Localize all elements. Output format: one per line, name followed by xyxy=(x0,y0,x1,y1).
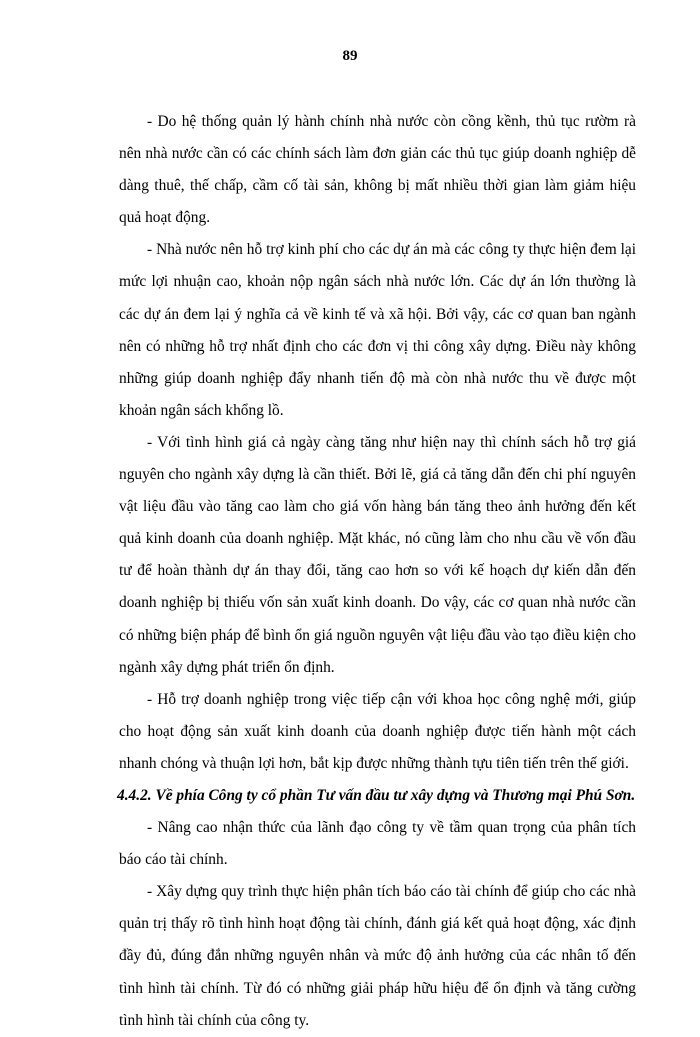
document-body xyxy=(119,106,636,1037)
page-number: 89 xyxy=(342,48,358,64)
paragraph-technology-support: - Hỗ trợ doanh nghiệp trong việc tiếp cận với khoa học công nghệ mới, giúp cho hoạt động sản xuất kinh doanh của doanh nghiệp được tiến hành một cách nhanh chóng và thuận lợi hơn, bắt kịp được những thành tựu tiên tiến trên thế giới. xyxy=(119,690,636,772)
paragraph-analysis-process: - Xây dựng quy trình thực hiện phân tích báo cáo tài chính để giúp cho các nhà quản trị thấy rõ tình hình hoạt động tài chính, đánh giá kết quả hoạt động, xác định đầy đủ, đúng đắn những nguyên nhân và mức độ ảnh hưởng của các nhân tố đến tình hình tài chính. Từ đó có những giải pháp hữu hiệu để ổn định và tăng cường tình hình tài chính của công ty. xyxy=(119,883,636,1029)
section-heading: 4.4.2. Về phía Công ty cổ phần Tư vấn đầu tư xây dựng và Thương mại Phú Sơn. xyxy=(117,786,636,804)
paragraph-admin-procedures: - Do hệ thống quản lý hành chính nhà nước còn cồng kềnh, thủ tục rườm rà nên nhà nước cần có các chính sách làm đơn giản các thủ tục giúp doanh nghiệp dễ dàng thuê, thế chấp, cầm cố tài sản, không bị mất nhiều thời gian làm giảm hiệu quả hoạt động. xyxy=(119,113,636,227)
paragraph-funding-support: - Nhà nước nên hỗ trợ kinh phí cho các dự án mà các công ty thực hiện đem lại mức lợi nhuận cao, khoản nộp ngân sách nhà nước lớn. Các dự án lớn thường là các dự án đem lại ý nghĩa cả về kinh tế và xã hội. Bởi vậy, các cơ quan ban ngành nên có những hỗ trợ nhất định cho các đơn vị thi công xây dựng. Điều này không những giúp doanh nghiệp đẩy nhanh tiến độ mà còn nhà nước thu về được một khoản ngân sách khổng lồ. xyxy=(119,241,636,419)
paragraph-price-support: - Với tình hình giá cả ngày càng tăng như hiện nay thì chính sách hỗ trợ giá nguyên cho ngành xây dựng là cần thiết. Bởi lẽ, giá cả tăng dẫn đến chi phí nguyên vật liệu đầu vào tăng cao làm cho giá vốn hàng bán tăng theo ảnh hưởng đến kết quả kinh doanh của doanh nghiệp. Mặt khác, nó cũng làm cho nhu cầu về vốn đầu tư để hoàn thành dự án thay đổi, tăng cao hơn so với kế hoạch dự kiến dẫn đến doanh nghiệp bị thiếu vốn sản xuất kinh doanh. Do vậy, các cơ quan nhà nước cần có những biện pháp để bình ổn giá nguồn nguyên vật liệu đầu vào tạo điều kiện cho ngành xây dựng phát triển ổn định. xyxy=(119,433,636,676)
paragraph-awareness: - Nâng cao nhận thức của lãnh đạo công ty về tầm quan trọng của phân tích báo cáo tài chính. xyxy=(119,819,636,869)
